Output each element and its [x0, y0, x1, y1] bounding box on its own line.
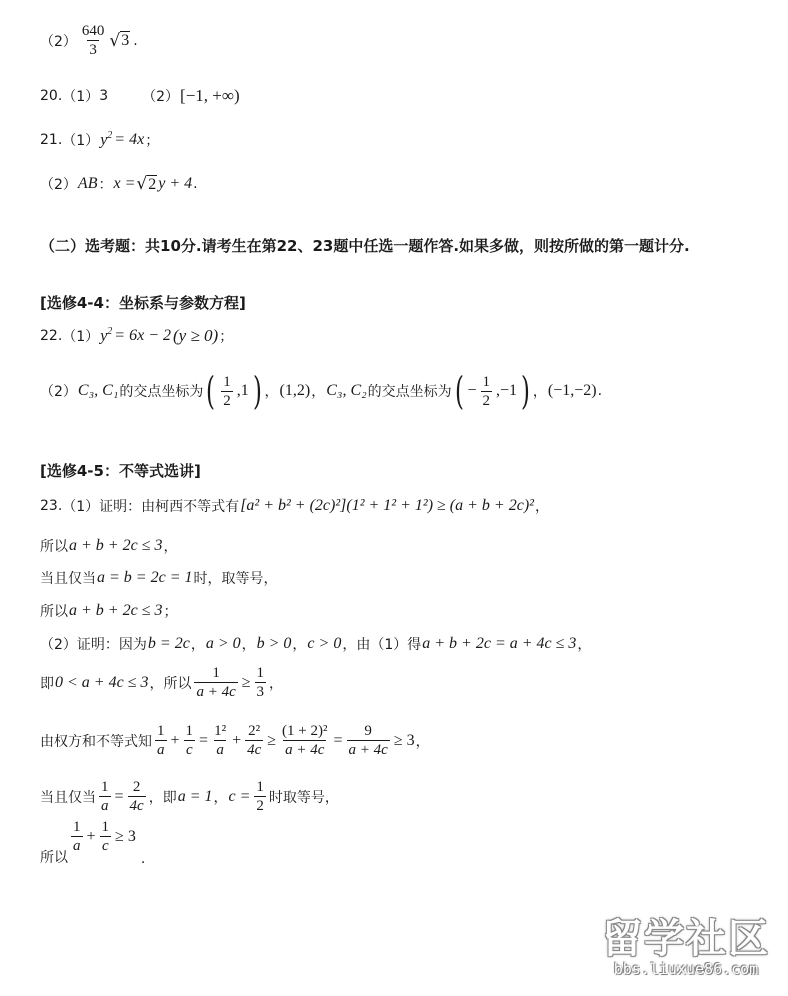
q23-l7-frac3	[212, 722, 228, 759]
ge-sign: ≥	[267, 731, 277, 749]
frac-denominator: a + 4c	[196, 684, 236, 700]
q23-l3-tail: 时，取等号，	[193, 571, 278, 587]
q20-p1-label: （1）	[62, 89, 100, 105]
frac-numerator: 2	[132, 779, 141, 795]
q23-l7-frac1	[155, 722, 167, 759]
q22-number: 22.	[40, 328, 63, 344]
q22-p1-lhs: $y^2$	[100, 326, 113, 345]
elective-45-heading: [选修4-5：不等式选讲]	[40, 462, 201, 480]
watermark-logo: 留学社区	[602, 916, 770, 962]
frac-denominator: a	[216, 742, 224, 758]
q23-l6-math: 0 < a + 4c ≤ 3	[55, 673, 149, 691]
prev-answer-line	[40, 22, 138, 59]
q22-p2-text-a: 的交点坐标为	[119, 384, 204, 400]
q23-l3-math: a = b = 2c = 1	[97, 569, 193, 586]
q22-p2-end: .	[597, 383, 603, 399]
q23-l6-text: 即	[40, 675, 54, 692]
equals-sign: =	[333, 731, 343, 749]
q22-point1-tail: ,1	[236, 382, 249, 399]
q23-l3-text: 当且仅当	[40, 571, 96, 587]
frac-denominator: 2	[223, 392, 231, 409]
q23-number: 23.	[40, 498, 63, 514]
frac-numerator: 9	[364, 723, 372, 739]
q23-l7-frac5	[280, 722, 329, 759]
q21-p1-rhs: = 4x	[114, 131, 145, 148]
q23-p2-line	[40, 634, 591, 654]
q22-p2-line	[40, 369, 603, 413]
q23-p2-math-a: b = 2c	[147, 635, 190, 652]
q23-p2-sep: ，	[241, 637, 256, 653]
q23-l8-frac2	[128, 778, 146, 815]
q23-p2-sep: ，	[292, 637, 307, 653]
q22-p1-line	[40, 326, 233, 346]
frac-denominator: c	[185, 742, 193, 758]
q23-l8-sep: ，	[213, 789, 228, 806]
q23-l6-fraction	[194, 664, 237, 701]
frac-numerator: 1	[212, 665, 220, 681]
q23-p1-label: （1）证明：由柯西不等式有	[62, 499, 240, 515]
frac-numerator: (1 + 2)²	[282, 723, 328, 739]
frac-denominator: 4c	[129, 798, 144, 814]
frac-numerator: 1²	[214, 723, 227, 739]
q23-l7-end: ，	[415, 733, 430, 750]
q23-l9-tail: ≥ 3	[115, 827, 136, 845]
frac-numerator: 1	[101, 779, 109, 795]
q20-number: 20.	[40, 88, 63, 104]
q22-p2-label: （2）	[40, 384, 77, 400]
prev-answer-end: .	[133, 32, 138, 49]
plus-sign: +	[86, 827, 96, 845]
q21-p2-ab: AB	[77, 175, 98, 192]
prev-answer-fraction	[80, 22, 107, 59]
q21-p1-lhs: $y^2$	[100, 130, 113, 149]
frac-numerator: 1	[185, 723, 194, 739]
q22-sep3: ，	[532, 384, 547, 400]
q21-p1-line	[40, 130, 159, 150]
q23-l2-line	[40, 536, 177, 556]
paren-open-icon: (	[454, 369, 464, 413]
watermark	[602, 907, 770, 978]
q21-p1-label: （1）	[62, 133, 100, 149]
plus-sign: +	[232, 731, 242, 749]
q21-p2-tail: y + 4	[158, 175, 193, 192]
q23-l3-line	[40, 568, 278, 588]
q23-p2-math-b: a > 0	[205, 635, 241, 652]
q23-l2-end: ，	[163, 539, 178, 555]
q22-p1-end: ；	[219, 329, 234, 345]
q20-p2-label: （2）	[142, 89, 180, 105]
frac-numerator: 1	[223, 373, 231, 390]
frac-numerator: 1	[256, 665, 265, 681]
q20-line	[40, 86, 241, 106]
q22-sep2: ，	[311, 384, 326, 400]
q23-l8-frac1	[99, 778, 111, 815]
section-heading: （二）选考题：共10分.请考生在第22、23题中任选一题作答.如果多做，则按所做的第一题计分.	[40, 237, 690, 255]
q21-p2-x: x =	[113, 175, 136, 192]
q23-l4-math: a + b + 2c ≤ 3	[69, 602, 163, 619]
q21-p2-radicand: 2	[148, 175, 157, 193]
q22-p2-text-b: 的交点坐标为	[367, 384, 452, 400]
q23-l8-math-a: a = 1	[177, 787, 213, 805]
frac-numerator: 1	[256, 779, 264, 795]
equals-sign: =	[199, 731, 209, 749]
q23-l4-text: 所以	[40, 604, 68, 620]
q23-p1-formula: [a² + b² + (2c)²](1² + 1² + 1²) ≥ (a + b + 2c)²	[240, 497, 534, 514]
q21-p2-line	[40, 174, 198, 194]
q20-p1-value: 3	[99, 88, 109, 104]
q22-point2: (1,2)	[279, 382, 311, 399]
q22-sep1: ，	[264, 384, 279, 400]
frac-numerator: 2²	[248, 723, 261, 739]
q23-l8-text: 当且仅当	[40, 789, 96, 806]
q23-l7-line	[40, 722, 430, 759]
frac-denominator: a	[73, 838, 81, 854]
frac-numerator: 1	[157, 723, 165, 739]
q23-l9-line	[40, 819, 146, 869]
q21-p2-end: .	[193, 176, 198, 192]
frac-denominator: c	[101, 838, 109, 854]
q23-l9-frac2	[100, 818, 112, 855]
q22-point1-fraction	[221, 373, 233, 410]
q23-p2-label: （2）证明：因为	[40, 637, 147, 653]
q23-l7-frac2	[184, 722, 196, 759]
q21-p1-end: ；	[145, 133, 160, 149]
sqrt-icon: √	[109, 30, 121, 51]
q23-l8-math-b: c =	[228, 787, 251, 805]
radicand: 3	[121, 32, 130, 49]
q23-l6-line	[40, 664, 283, 701]
q21-number: 21.	[40, 132, 63, 148]
q22-point3-tail: ,−1	[496, 382, 518, 399]
q23-p2-math-e: a + b + 2c = a + 4c ≤ 3	[422, 635, 577, 652]
frac-denominator: a + 4c	[285, 742, 325, 758]
q22-p2-curves-a: C₃, C₁	[77, 382, 119, 399]
q21-p2-label: （2）	[40, 177, 77, 193]
sqrt-icon: √	[136, 174, 148, 194]
q23-l7-tail: ≥ 3	[393, 731, 415, 749]
q22-point3-fraction	[481, 373, 493, 410]
q23-l9-text: 所以	[40, 850, 68, 866]
q23-l4-line	[40, 601, 177, 621]
frac-denominator: a	[101, 798, 109, 814]
frac-denominator: a + 4c	[348, 742, 388, 758]
paren-close-icon: )	[521, 369, 530, 413]
q23-p1-line	[40, 496, 549, 516]
q23-p2-math-c: b > 0	[256, 635, 292, 652]
equals-sign: =	[114, 787, 124, 805]
q23-l4-end: ；	[163, 604, 178, 620]
q23-l6-end: ，	[269, 675, 284, 692]
q23-l2-math: a + b + 2c ≤ 3	[69, 537, 163, 554]
paren-close-icon: )	[252, 369, 262, 413]
frac-denominator: 3	[89, 42, 97, 58]
q23-l6-ge: ≥	[241, 673, 251, 691]
q23-l7-frac6	[347, 722, 390, 759]
frac-denominator: 2	[482, 392, 491, 409]
q23-l2-text: 所以	[40, 539, 68, 555]
q23-l8-frac3	[254, 778, 266, 815]
frac-numerator: 1	[482, 373, 491, 390]
q22-p1-label: （1）	[62, 329, 100, 345]
frac-numerator: 1	[73, 819, 81, 835]
frac-denominator: 4c	[247, 742, 262, 758]
q23-l8-tail: 时取等号，	[268, 789, 339, 806]
q23-p1-end: ，	[534, 499, 549, 515]
q21-p2-colon: ：	[98, 177, 113, 193]
frac-numerator: 640	[81, 23, 105, 39]
q22-p2-curves-b: C₃, C₂	[326, 382, 367, 399]
q20-p2-interval: [−1, +∞)	[180, 86, 240, 105]
q23-l7-text: 由权方和不等式知	[40, 733, 152, 750]
frac-numerator: 1	[101, 819, 110, 835]
q23-l9-end: .	[140, 851, 146, 867]
frac-denominator: 3	[256, 684, 265, 700]
prev-answer-label: （2）	[40, 33, 77, 50]
q22-p1-rhs: = 6x − 2	[114, 327, 171, 344]
q23-l6-fraction2	[255, 664, 267, 701]
q23-l9-frac1	[71, 818, 83, 855]
q22-p1-condition: (y ≥ 0)	[173, 326, 219, 345]
q23-l7-frac4	[245, 722, 263, 759]
elective-44-heading: [选修4-4：坐标系与参数方程]	[40, 294, 246, 312]
q23-p2-sep: ，	[190, 637, 205, 653]
q23-p2-end: ，	[577, 637, 592, 653]
q23-l8-line	[40, 778, 339, 815]
frac-denominator: a	[157, 742, 165, 758]
q23-l8-mid: ，即	[148, 789, 177, 806]
watermark-url: bbs.liuxue86.com	[613, 960, 759, 978]
q23-l6-mid: ，所以	[149, 675, 192, 692]
q22-point3-sign: −	[467, 382, 477, 399]
plus-sign: +	[170, 731, 180, 749]
paren-open-icon: (	[206, 369, 216, 413]
q22-point4: (−1,−2)	[547, 382, 597, 399]
q23-p2-from: ，由（1）得	[342, 637, 422, 653]
frac-denominator: 2	[256, 798, 264, 814]
q23-p2-math-d: c > 0	[307, 635, 342, 652]
